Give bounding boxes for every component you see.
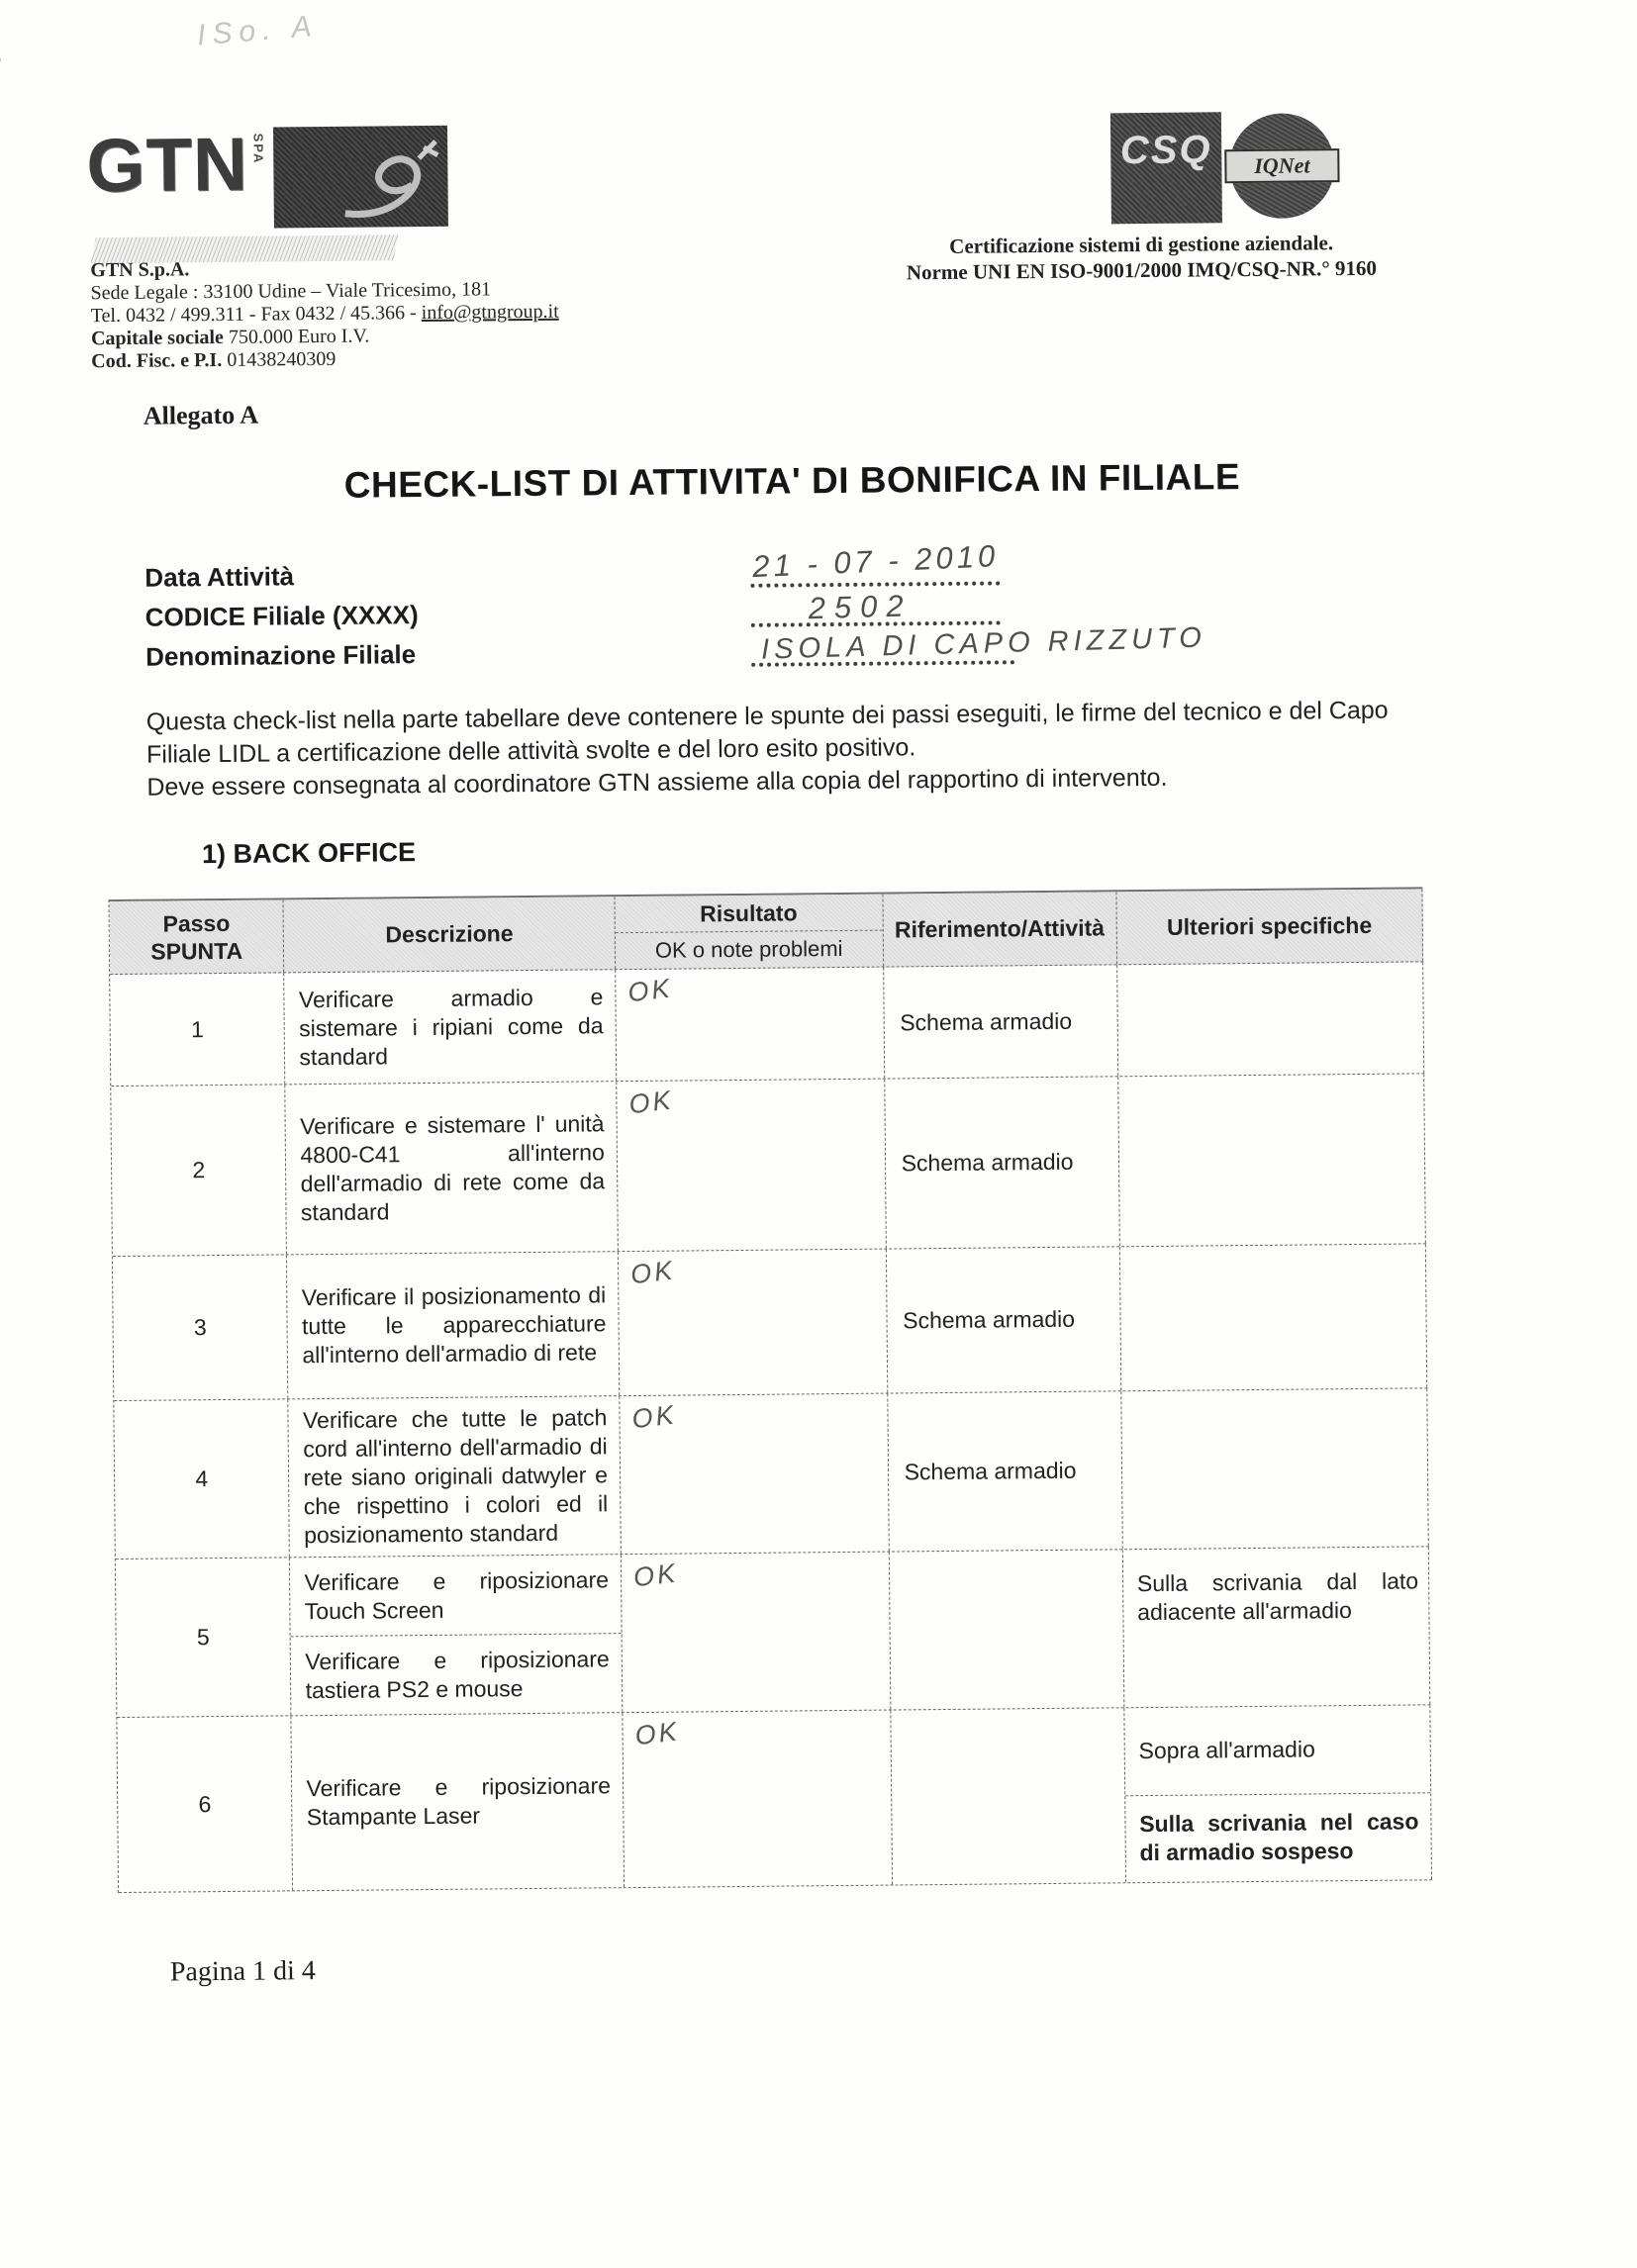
cell-specifics [1121, 1388, 1429, 1549]
company-contacts [91, 301, 559, 329]
field-label: Data Attività [144, 561, 295, 593]
iqnet-logo [1229, 113, 1335, 219]
cell-description-part: Verificare e riposizionare tastiera PS2 e mouse [305, 1645, 610, 1703]
checklist-table [108, 887, 1432, 1893]
form-fields [144, 538, 1207, 672]
cell-specifics-part: Sopra all'armadio [1124, 1705, 1430, 1795]
intro-paragraph-1: Questa check-list nella parte tabellare deve contenere le spunte dei passi eseguiti, le firme del tecnico e del Capo Filiale LIDL a certificazione delle attività svolte e del loro esito positivo. [145, 696, 1389, 769]
header-risultato [615, 895, 883, 970]
fiscal-value: 01438240309 [222, 347, 337, 371]
handwritten-ok: OK [628, 1255, 677, 1290]
header-risultato-sub: OK o note problemi [654, 935, 843, 963]
table-row [110, 962, 1424, 1087]
company-email-link: info@gtngroup.it [421, 300, 559, 325]
cell-specifics [1120, 1244, 1428, 1390]
company-phone: Tel. 0432 / 499.311 - Fax 0432 / 45.366 - [90, 302, 422, 328]
cell-reference: Schema armadio [884, 965, 1118, 1078]
company-name: GTN S.p.A. [90, 258, 190, 282]
cell-step-number: 4 [114, 1399, 290, 1559]
company-fiscal [91, 346, 559, 374]
cell-step-number: 3 [113, 1255, 289, 1400]
cell-step-number: 5 [116, 1558, 292, 1717]
cell-result [619, 1250, 888, 1396]
pencil-annotation: ISo. A [195, 9, 320, 52]
cell-result [617, 1080, 886, 1252]
gtn-logo [85, 122, 449, 264]
attachment-label: Allegato A [143, 400, 259, 430]
field-label: CODICE Filiale (XXXX) [144, 600, 419, 632]
cell-specifics: Sulla scrivania dal lato adiacente all'armadio [1123, 1547, 1431, 1707]
cell-reference [889, 1550, 1124, 1709]
cell-reference: Schema armadio [885, 1077, 1120, 1248]
company-info [90, 255, 559, 374]
cell-reference: Schema armadio [886, 1247, 1121, 1392]
handwritten-ok: OK [626, 1085, 675, 1120]
capital-value: 750.000 Euro I.V. [223, 325, 370, 348]
field-value-line [750, 538, 1000, 587]
gtn-logo-art [273, 126, 448, 229]
header-risultato-title: Risultato [615, 895, 882, 934]
handwritten-code: 2502 [808, 588, 914, 626]
certification-line1: Certificazione sistemi di gestione aziendale. [949, 231, 1334, 258]
cell-result [622, 1553, 891, 1713]
iqnet-logo-label: IQNet [1224, 148, 1339, 183]
table-row [113, 1244, 1427, 1401]
certification-block [863, 110, 1419, 285]
cell-description: Verificare armadio e sistemare i ripiani come da standard [285, 970, 617, 1084]
cell-specifics [1117, 962, 1424, 1076]
handwritten-ok: OK [629, 1399, 678, 1435]
cell-reference: Schema armadio [888, 1391, 1123, 1551]
intro-paragraph-2: Deve essere consegnata al coordinatore GTN assieme alla copia del rapportino di intervento. [146, 763, 1168, 802]
cell-description: Verificare il posizionamento di tutte le apparecchiature all'interno dell'armadio di rete [287, 1252, 620, 1398]
cell-specifics-part: Sulla scrivania nel caso di armadio sospeso [1139, 1808, 1419, 1866]
table-row [116, 1547, 1430, 1718]
gtn-logo-spa: SPA [250, 133, 266, 165]
gtn-logo-text: GTN [85, 122, 249, 209]
intro-text [146, 694, 1434, 803]
cell-description: Verificare che tutte le patch cord all'interno dell'armadio di rete siano originali datwyler e che rispettino i colori ed il posizionamento standard [289, 1396, 622, 1557]
header-passo-spunta: Passo SPUNTA [109, 899, 284, 974]
field-value-line [750, 583, 1000, 626]
cell-description: Verificare e riposizionare Stampante Laser [292, 1713, 625, 1890]
page-number: Pagina 1 di 4 [169, 1955, 317, 1988]
cell-result [616, 968, 885, 1082]
cell-step-number: 2 [111, 1085, 287, 1256]
handwritten-ok: OK [632, 1716, 681, 1751]
cell-specifics [1118, 1074, 1426, 1246]
cell-description-split [290, 1555, 623, 1715]
handwritten-date: 21 - 07 - 2010 [751, 538, 1000, 585]
field-value-line [751, 621, 1207, 667]
table-header-row [109, 889, 1423, 975]
capital-label: Capitale sociale [90, 326, 224, 350]
handwritten-branch-name: ISOLA DI CAPO RIZZUTO [760, 621, 1207, 666]
handwritten-ok: OK [626, 973, 674, 1008]
cell-result [620, 1394, 889, 1555]
header-riferimento: Riferimento/Attività [883, 892, 1117, 966]
fiscal-label: Cod. Fisc. e P.I. [91, 348, 223, 373]
cell-specifics-split [1124, 1705, 1432, 1882]
handwritten-ok: OK [631, 1558, 680, 1593]
document-title: CHECK-LIST DI ATTIVITA' DI BONIFICA IN FILIALE [343, 456, 1241, 506]
field-label: Denominazione Filiale [144, 639, 417, 672]
company-address: Sede Legale : 33100 Udine – Viale Tricesimo, 181 [90, 278, 492, 305]
cell-step-number: 1 [110, 973, 286, 1086]
csq-logo: CSQ [1110, 112, 1222, 224]
table-row [111, 1074, 1426, 1257]
header-descrizione: Descrizione [284, 897, 616, 972]
table-row [117, 1705, 1432, 1893]
certification-line2: Norme UNI EN ISO-9001/2000 IMQ/CSQ-NR.° 9160 [906, 255, 1378, 285]
field-denominazione-filiale [144, 621, 1207, 672]
table-row [114, 1388, 1428, 1559]
section-title-back-office: 1) BACK OFFICE [201, 837, 417, 870]
cell-description-part: Verificare e riposizionare Touch Screen [290, 1555, 621, 1637]
cell-step-number: 6 [117, 1716, 293, 1892]
cell-reference [891, 1708, 1126, 1884]
cell-description: Verificare e sistemare l' unità 4800-C41 all'interno dell'armadio di rete come da standard [286, 1082, 619, 1254]
header-ulteriori: Ulteriori specifiche [1116, 889, 1423, 964]
cell-result [623, 1711, 892, 1888]
